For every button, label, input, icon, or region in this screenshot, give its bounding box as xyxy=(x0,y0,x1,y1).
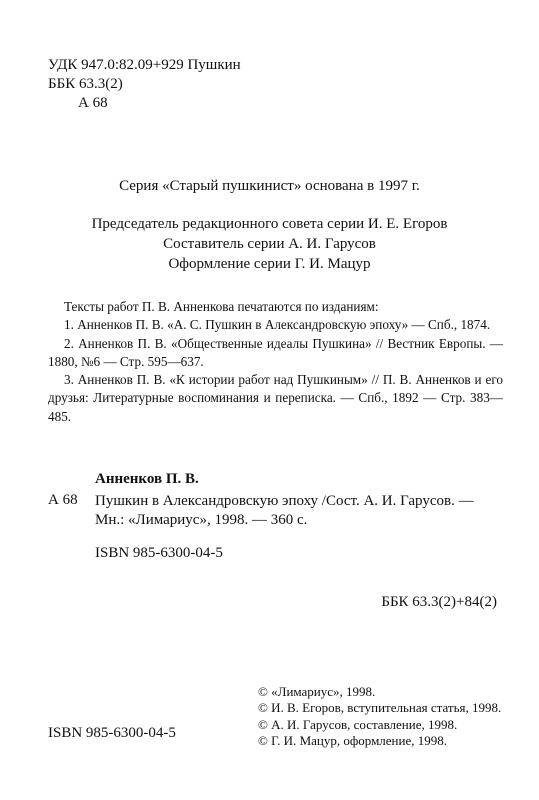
sources-heading: Тексты работ П. В. Анненкова печатаются по изданиям: xyxy=(64,299,379,314)
card-number: А 68 xyxy=(48,492,78,508)
source-item: 1. Анненков П. В. «А. С. Пушкин в Александровскую эпоху» — Спб., 1874. xyxy=(64,317,491,333)
card-author: Анненков П. В. xyxy=(95,471,199,487)
catalog-mark: А 68 xyxy=(78,95,108,111)
copyright-line: © И. В. Егоров, вступительная статья, 1998. xyxy=(258,700,502,716)
credit-design: Оформление серии Г. И. Мацур xyxy=(168,256,371,272)
source-item: 2. Анненков П. В. «Общественные идеалы Пушкина» // Вестник Европы. — 1880, №6 — Стр. 595—637. xyxy=(48,335,503,369)
series-line: Серия «Старый пушкинист» основана в 1997 г. xyxy=(119,178,420,194)
copyright-line: © Г. И. Мацур, оформление, 1998. xyxy=(258,732,447,748)
bottom-isbn: ISBN 985-6300-04-5 xyxy=(48,725,176,741)
credit-chairman: Председатель редакционного совета серии И. Е. Егоров xyxy=(91,216,448,232)
source-item: 3. Анненков П. В. «К истории работ над Пушкиным» // П. В. Анненков и его друзья: Литературные воспоминания и переписка. — Спб., 1892 — Стр. 383—485. xyxy=(48,372,503,424)
copyright-block xyxy=(258,684,501,749)
classification-codes xyxy=(48,56,241,113)
udk-code: УДК 947.0:82.09+929 Пушкин xyxy=(48,57,241,73)
card-isbn: ISBN 985-6300-04-5 xyxy=(95,545,223,561)
card-description: Пушкин в Александровскую эпоху /Сост. А. И. Гарусов. — Мн.: «Лимариус», 1998. — 360 с. xyxy=(95,493,474,528)
series-credits xyxy=(0,214,539,274)
copyright-line: © «Лимариус», 1998. xyxy=(258,684,376,699)
copyright-line: © А. И. Гарусов, составление, 1998. xyxy=(258,716,458,732)
card-bbk: ББК 63.3(2)+84(2) xyxy=(381,594,497,610)
bbk-code: ББК 63.3(2) xyxy=(48,76,123,92)
sources-block xyxy=(48,298,503,426)
credit-compiler: Составитель серии А. И. Гарусов xyxy=(163,236,376,252)
